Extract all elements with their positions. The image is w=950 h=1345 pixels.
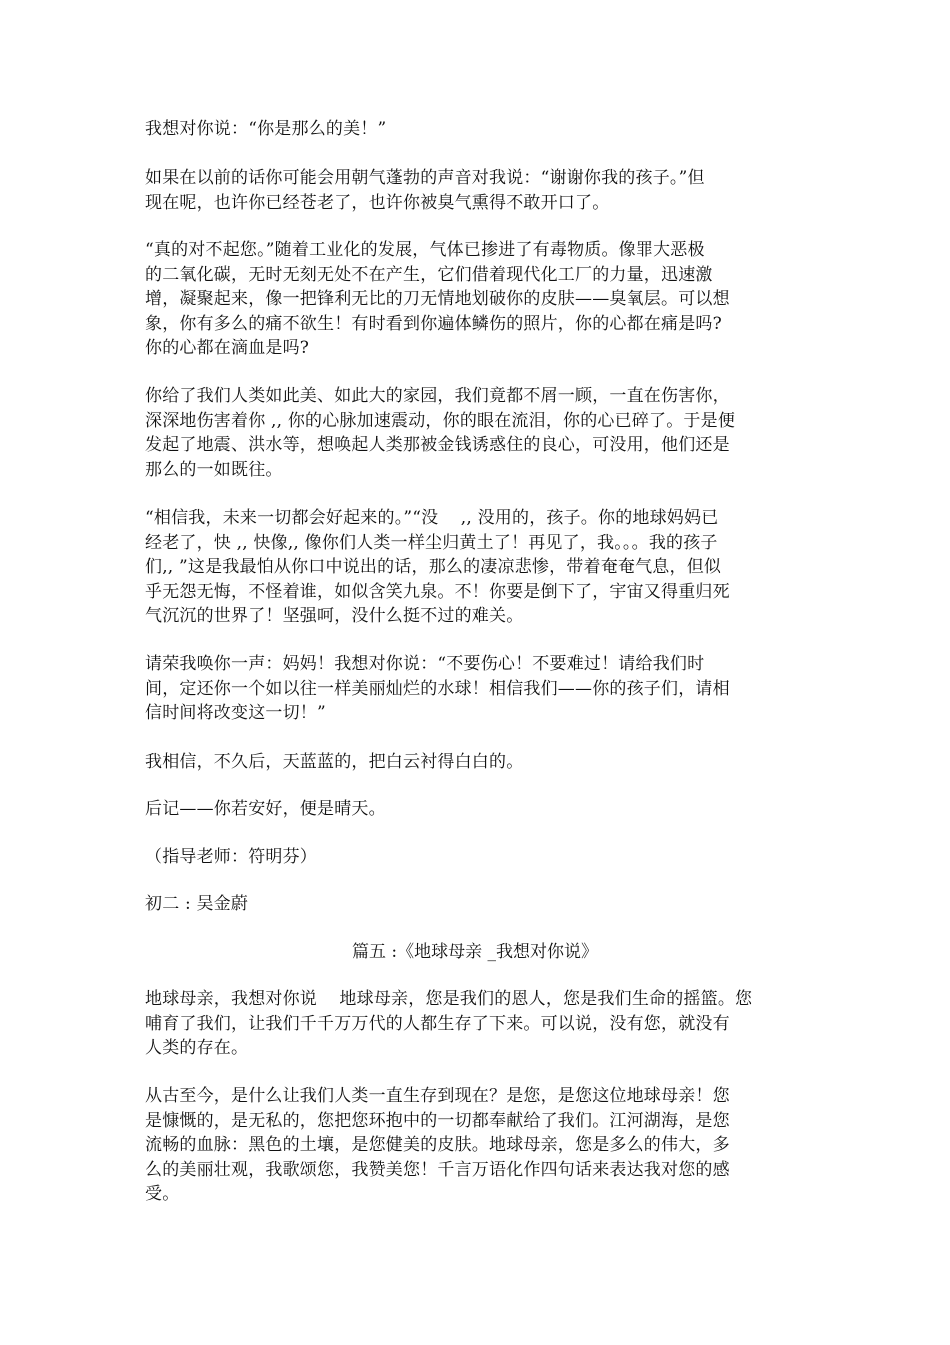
paragraph-5: “相信我，未来一切都会好起来的。”“没 ,, 没用的，孩子。你的地球妈妈已 经老了，快 ,, 快像,, 像你们人类一样尘归黄土了！再见了，我。。。我的孩子 们,, ”这是我最怕从你口中说出的话，那么的凄凉悲惨，带着奄奄气息，但似 乎无怨无悔，不怪着谁，如似含笑九泉。不！你要是倒下了，宇宙又得重归死 气沉沉的世界了！坚强呵，没什么挺不过的难关。 <box>145 508 730 626</box>
paragraph-6: 请荣我唤你一声：妈妈！我想对你说：“不要伤心！不要难过！请给我们时 间，定还你一个如以往一样美丽灿烂的水球！相信我们——你的孩子们，请相 信时间将改变这一切！” <box>145 654 730 723</box>
paragraph-1: 我想对你说：“你是那么的美！” <box>145 119 387 139</box>
section-heading: 篇五 :《地球母亲 _我想对你说》 <box>351 942 599 962</box>
section-paragraph-2: 从古至今，是什么让我们人类一直生存到现在？是您，是您这位地球母亲！您 是慷慨的，是无私的，您把您环抱中的一切都奉献给了我们。江河湖海，是您 流畅的血脉：黑色的土壤，是您健美的皮肤。地球母亲，您是多么的伟大，多 么的美丽壮观，我歌颂您，我赞美您！千言万语化作四句话来表达我对您的感 受。 <box>145 1086 730 1204</box>
paragraph-7: 我相信，不久后，天蓝蓝的，把白云衬得白白的。 <box>145 752 524 772</box>
paragraph-4: 你给了我们人类如此美、如此大的家园，我们竟都不屑一顾，一直在伤害你， 深深地伤害着你 ,, 你的心脉加速震动，你的眼在流泪，你的心已碎了。于是便 发起了地震、洪水等，想唤起人类那被金钱诱惑住的良心，可没用，他们还是 那么的一如既往。 <box>145 386 736 480</box>
paragraph-3: “真的对不起您。”随着工业化的发展，气体已掺进了有毒物质。像罪大恶极 的二氧化碳，无时无刻无处不在产生，它们借着现代化工厂的力量，迅速激 增，凝聚起来，像一把锋利无比的刀无情地划破你的皮肤——臭氧层。可以想 象，你有多么的痛不欲生！有时看到你遍体鳞伤的照片，你的心都在痛是吗? 你的心都在滴血是吗? <box>145 240 730 358</box>
paragraph-8: 后记——你若安好，便是晴天。 <box>145 799 386 819</box>
section-paragraph-1: 地球母亲，我想对你说 地球母亲，您是我们的恩人，您是我们生命的摇篮。您 哺育了我们，让我们千千万万代的人都生存了下来。可以说，没有您，就没有 人类的存在。 <box>145 989 753 1058</box>
instructor-note: （指导老师：符明芬） <box>145 847 317 867</box>
author-line: 初二 : 吴金蔚 <box>145 894 249 914</box>
paragraph-2: 如果在以前的话你可能会用朝气蓬勃的声音对我说：“谢谢你我的孩子。”但 现在呢，也许你已经苍老了，也许你被臭气熏得不敢开口了。 <box>145 168 705 213</box>
